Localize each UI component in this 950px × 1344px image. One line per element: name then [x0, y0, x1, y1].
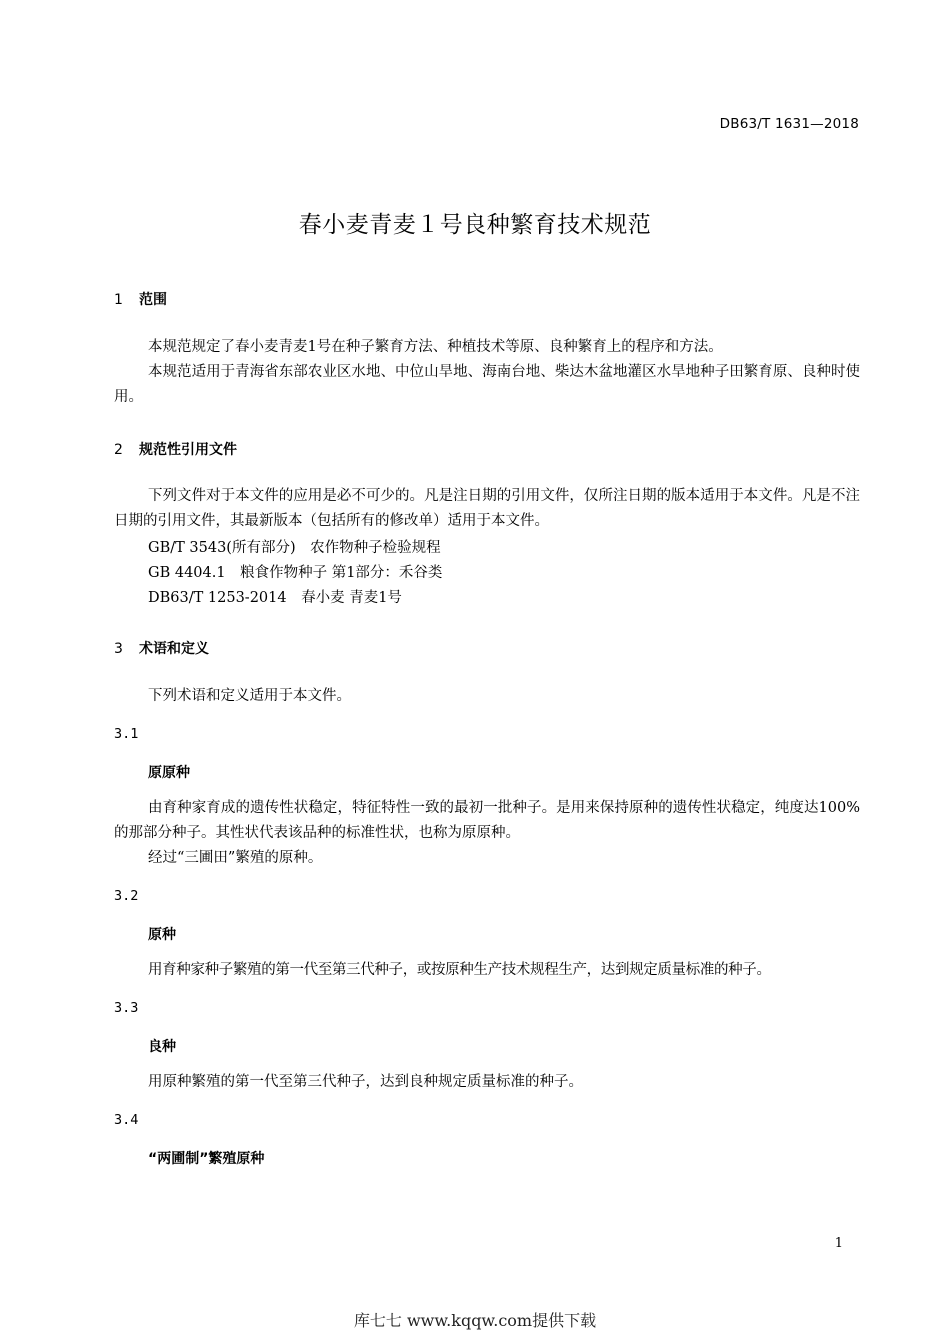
section-title: 规范性引用文件 — [139, 442, 237, 458]
term-number: 3.1 — [114, 726, 139, 742]
page-number: 1 — [834, 1236, 843, 1251]
reference-item: GB 4404.1 粮食作物种子 第1部分：禾谷类 — [148, 565, 443, 581]
section-number: 1 — [114, 292, 123, 308]
term-definition: 用育种家种子繁殖的第一代至第三代种子，或按原种生产技术规程生产，达到规定质量标准的种子。 — [148, 962, 771, 978]
section-1-heading — [114, 289, 167, 309]
term-heading: “两圃制”繁殖原种 — [148, 1151, 265, 1167]
term-number: 3.2 — [114, 888, 139, 904]
term-number: 3.3 — [114, 1000, 139, 1016]
term-number: 3.4 — [114, 1112, 139, 1128]
term-definition: 用原种繁殖的第一代至第三代种子，达到良种规定质量标准的种子。 — [148, 1074, 583, 1090]
section-title: 术语和定义 — [139, 641, 209, 657]
term-heading: 原原种 — [148, 765, 190, 781]
section-3-paragraph-1: 下列术语和定义适用于本文件。 — [148, 688, 351, 704]
standard-code: DB63/T 1631—2018 — [719, 116, 859, 132]
document-title: 春小麦青麦１号良种繁育技术规范 — [298, 212, 652, 238]
section-2-paragraph-1: 下列文件对于本文件的应用是必不可少的。凡是注日期的引用文件，仅所注日期的版本适用于本文件。凡是不注日期的引用文件，其最新版本（包括所有的修改单）适用于本文件。 — [114, 488, 860, 529]
section-number: 2 — [114, 442, 123, 458]
section-3-heading — [114, 638, 209, 658]
term-heading: 原种 — [148, 927, 176, 943]
reference-item: GB/T 3543(所有部分) 农作物种子检验规程 — [148, 540, 441, 556]
section-1-paragraph-2: 本规范适用于青海省东部农业区水地、中位山旱地、海南台地、柴达木盆地灌区水旱地种子田繁育原、良种时使用。 — [114, 364, 860, 405]
term-heading: 良种 — [148, 1039, 176, 1055]
section-number: 3 — [114, 641, 123, 657]
section-2-heading — [114, 439, 237, 459]
section-1-paragraph-1: 本规范规定了春小麦青麦1号在种子繁育方法、种植技术等原、良种繁育上的程序和方法。 — [148, 339, 723, 355]
term-definition: 由育种家育成的遗传性状稳定，特征特性一致的最初一批种子。是用来保持原种的遗传性状稳定，纯度达100%的那部分种子。其性状代表该品种的标准性状，也称为原原种。 — [114, 800, 860, 841]
section-title: 范围 — [139, 292, 167, 308]
reference-item: DB63/T 1253-2014 春小麦 青麦1号 — [148, 590, 402, 606]
term-definition: 经过“三圃田”繁殖的原种。 — [148, 850, 323, 866]
download-watermark[interactable]: 库七七 www.kqqw.com提供下载 — [353, 1311, 597, 1330]
